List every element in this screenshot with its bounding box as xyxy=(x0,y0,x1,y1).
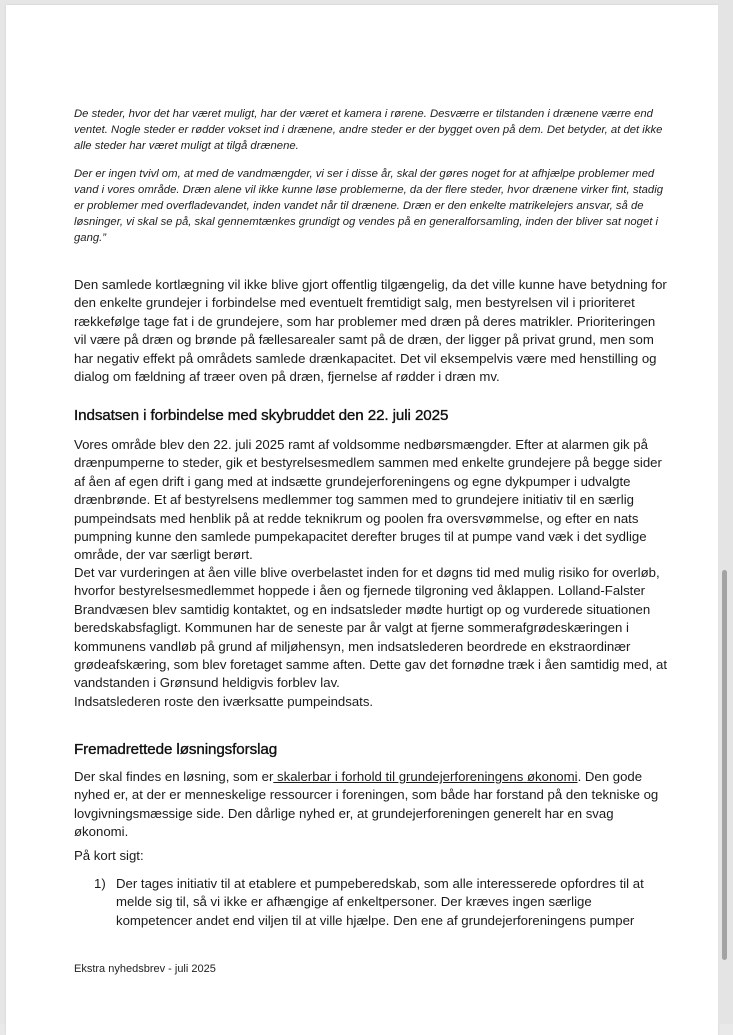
underlined-text: skalerbar i forhold til grundejerforeningens økonomi xyxy=(273,769,578,784)
list-text: Der tages initiativ til at etablere et pumpeberedskab, som alle interesserede opfordres til at melde sig til, så vi ikke er afhængige af enkeltpersoner. Der kræves ingen særlige kompetencer andet end viljen til at ville hjælpe. Den ene af grundejerforeningens pumper xyxy=(116,876,644,928)
section-heading-cloudburst: Indsatsen i forbindelse med skybruddet den 22. juli 2025 xyxy=(74,407,449,424)
list-number: 1) xyxy=(94,876,106,891)
quote-paragraph: Der er ingen tvivl om, at med de vandmængder, vi ser i disse år, skal der gøres noget for at afhjælpe problemer med vand i vores område. Dræn alene vil ikke kunne løse problemerne, da der flere steder, hvor drænene virker fint, stadig er problemer med overfladevandet, inden vandet når til drænene. Dræn er den enkelte matrikelejers ansvar, så de løsninger, vi skal se på, skal gennemtænkes grundigt og vendes på en generalforsamling, inden der bliver sat noget i gang.” xyxy=(74,168,663,244)
scrollbar-thumb[interactable] xyxy=(722,570,727,960)
text-span: . Den gode nyhed er, at der er menneskelige ressourcer i foreningen, som både har forstand på den tekniske og lovgivningsmæssige side. Den dårlige nyhed er, at grundejerforeningen generelt har en svag økonomi. xyxy=(74,769,659,840)
text-span: Der skal findes en løsning, som er xyxy=(74,769,274,784)
short-term-label: På kort sigt: xyxy=(74,848,144,863)
section-heading-solutions: Fremadrettede løsningsforslag xyxy=(74,741,278,758)
paragraph: Indsatslederen roste den iværksatte pumpeindsats. xyxy=(74,694,374,709)
paragraph: Vores område blev den 22. juli 2025 ramt af voldsomme nedbørsmængder. Efter at alarmen gik på drænpumperne to steder, gik et bestyrelsesmedlem sammen med enkelte grundejere på begge sider af åen af egen drift i gang med at indsætte grundejerforeningens og egne dykpumper i udvalgte drænbrønde. Et af bestyrelsens medlemmer tog sammen med to grundejere initiativ til en særlig pumpeindsats med henblik på at redde teknikrum og poolen fra oversvømmelse, og efter en nats pumpning kunne den samlede pumpekapacitet derefter bruges til at pumpe vand væk i det sydlige område, der var særligt berørt. xyxy=(74,437,662,563)
paragraph-solutions xyxy=(74,768,668,842)
document-page xyxy=(6,5,718,1035)
paragraph-mapping: Den samlede kortlægning vil ikke blive gjort offentlig tilgængelig, da det ville kunne have betydning for den enkelte grundejer i forbindelse med eventuelt fremtidigt salg, men bestyrelsen vil i prioriteret rækkefølge tage fat i de grundejere, som har problemer med dræn på deres matrikler. Prioriteringen vil være på dræn og brønde på fællesarealer samt på de dræn, der ligger på privat grund, men som har negativ effekt på områdets samlede drænkapacitet. Det vil eksempelvis være med henstilling og dialog om fældning af træer oven på dræn, fjernelse af rødder i dræn mv. xyxy=(74,277,667,385)
paragraph: Det var vurderingen at åen ville blive overbelastet inden for et døgns tid med mulig risiko for overløb, hvorfor bestyrelsesmedlemmet hoppede i åen og fjernede tilgroning ved åklappen. Lolland-Falster Brandvæsen blev samtidig kontaktet, og en indsatsleder mødte hurtigt op og vurderede situationen beredskabsfagligt. Kommunen har de seneste par år valgt at fjerne sommerafgrødeskæringen i kommunens vandløb på grund af miljøhensyn, men indsatslederen beordrede en ekstraordinær grødeafskæring, som blev foretaget samme aften. Dette gav det fornødne træk i åen samtidig med, at vandstanden i Grønsund heldigvis forblev lav. xyxy=(74,565,667,691)
quote-paragraph: De steder, hvor det har været muligt, har der været et kamera i rørene. Desværre er tilstanden i drænene værre end ventet. Nogle steder er rødder vokset ind i drænene, andre steder er der bygget oven på dem. Det betyder, at det ikke alle steder har været muligt at tilgå drænene. xyxy=(74,108,663,152)
page-footer: Ekstra nyhedsbrev - juli 2025 xyxy=(74,963,216,975)
